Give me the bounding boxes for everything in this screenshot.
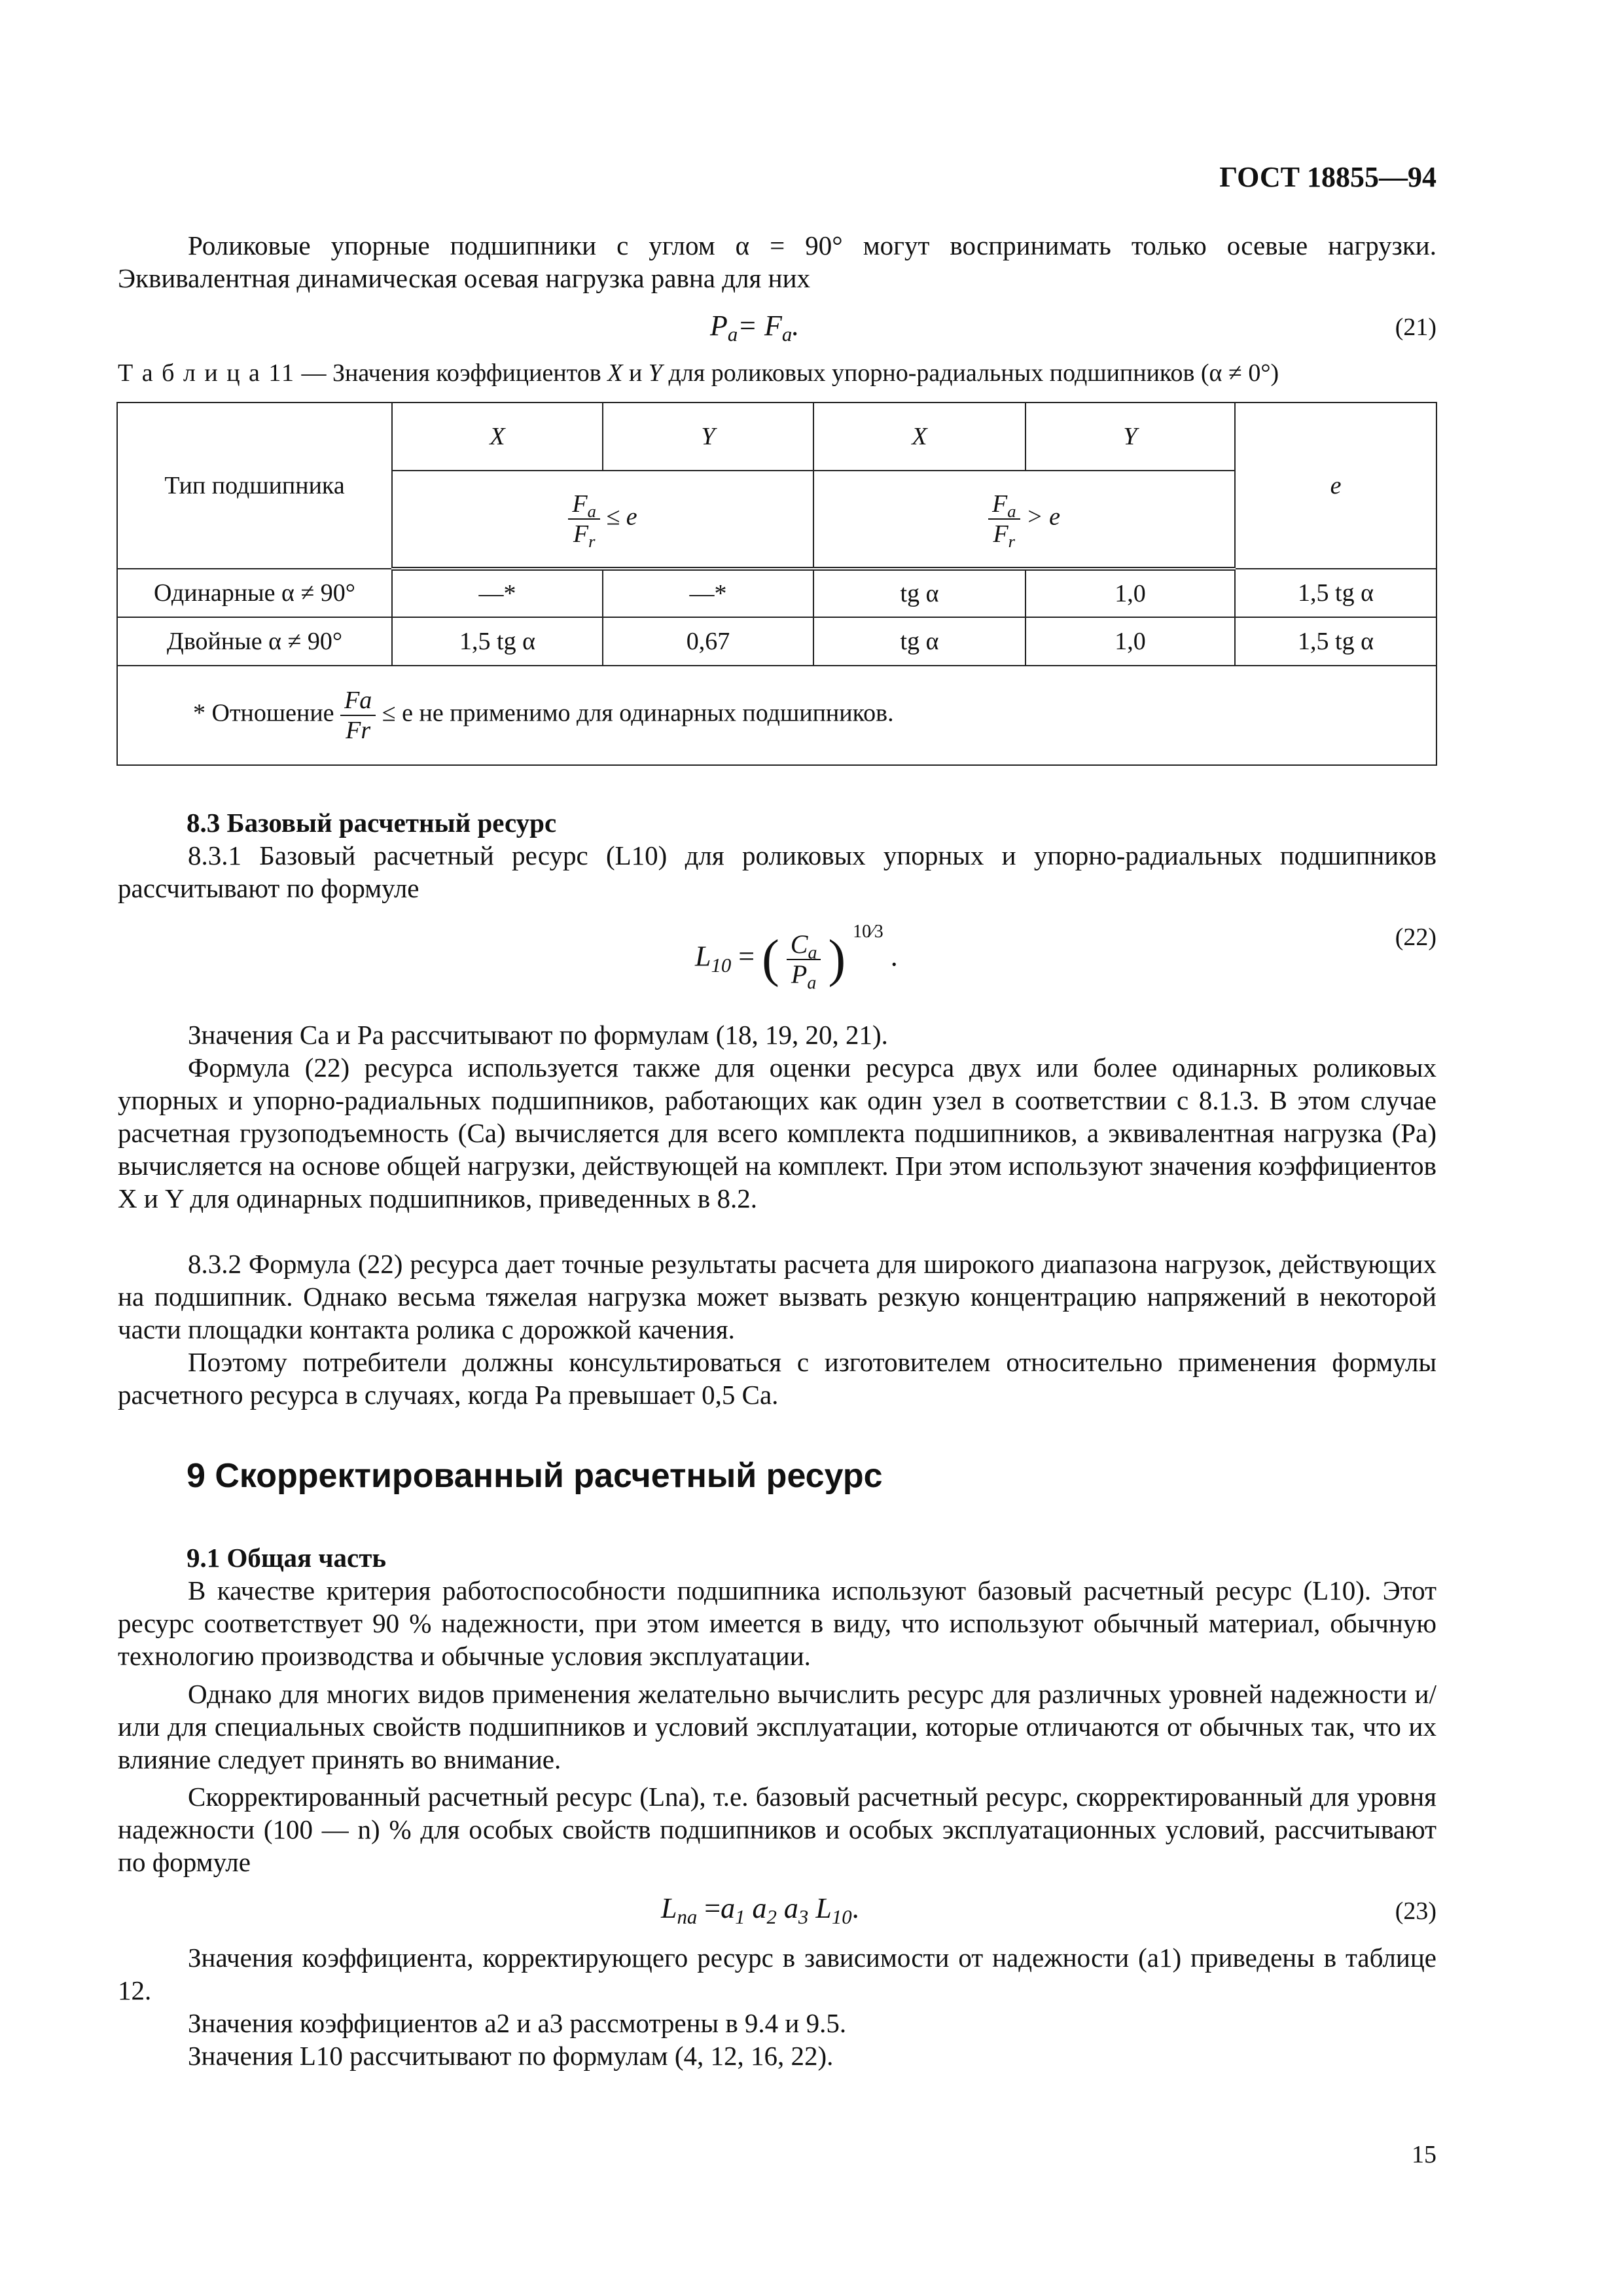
formula-22: $L_{10}$ = ( $\frac{C_a}{P_a}$ ) $^{10⁄3}$ . bbox=[695, 921, 898, 993]
row-type: Одинарные α ≠ 90° bbox=[117, 569, 392, 617]
cell-x1: 1,5 tg α bbox=[392, 617, 603, 666]
document-id: ГОСТ 18855—94 bbox=[1219, 161, 1436, 193]
cell-e: 1,5 tg α bbox=[1235, 569, 1436, 617]
section-8-3-2-paragraph: 8.3.2 Формула (22) ресурса дает точные результаты расчета для широкого диапазона нагрузок, действующих на подшипник. Однако весьма тяжелая нагрузка может вызвать резкую концентрацию напряжений в некоторой части площадки контакта ролика с дорожкой качения. bbox=[118, 1249, 1436, 1344]
formula-23-number: (23) bbox=[1395, 1897, 1436, 1925]
formula-21: $P_a= F_a$. bbox=[710, 310, 800, 346]
cell-y1: —* bbox=[603, 569, 813, 617]
header-bearing-type: Тип подшипника bbox=[117, 403, 392, 569]
row-type: Двойные α ≠ 90° bbox=[117, 617, 392, 666]
section-9-1-paragraph-6: Значения L10 рассчитывают по формулам (4, 12, 16, 22). bbox=[188, 2041, 834, 2071]
cell-x2: tg α bbox=[813, 569, 1026, 617]
cell-y2: 1,0 bbox=[1026, 569, 1235, 617]
formula-23: $L_{na} =a_1$ $a_2$ $a_3$ $L_{10}$. bbox=[661, 1892, 859, 1929]
intro-paragraph: Роликовые упорные подшипники с углом α = 90° могут воспринимать только осевые нагрузки. Эквивалентная динамическая осевая нагрузка равна для них bbox=[118, 230, 1436, 293]
table-11-caption: Т а б л и ц а 11 — Значения коэффициентов X и Y для роликовых упорно-радиальных подшипников (α ≠ 0°) bbox=[118, 359, 1279, 387]
cell-y1: 0,67 bbox=[603, 617, 813, 666]
section-9-title: 9 Скорректированный расчетный ресурс bbox=[187, 1457, 883, 1495]
table-11 bbox=[116, 402, 1437, 766]
section-9-1-paragraph-3: Скорректированный расчетный ресурс (Lna), т.е. базовый расчетный ресурс, скорректированный для уровня надежности (100 — n) % для особых свойств подшипников и особых эксплуатационных условий, рассчитывают по формуле bbox=[118, 1782, 1436, 1877]
table-row bbox=[117, 569, 1436, 617]
section-9-1-title: 9.1 Общая часть bbox=[187, 1543, 387, 1573]
section-8-3-consumers-paragraph: Поэтому потребители должны консультироваться с изготовителем относительно применения формулы расчетного ресурса в случаях, когда Pa превышает 0,5 Ca. bbox=[118, 1347, 1436, 1410]
section-9-1-paragraph-4: Значения коэффициента, корректирующего ресурс в зависимости от надежности (a1) приведены в таблице 12. bbox=[118, 1943, 1436, 2005]
section-9-1-paragraph-5: Значения коэффициентов a2 и a3 рассмотрены в 9.4 и 9.5. bbox=[188, 2008, 847, 2038]
condition-le-e: $\frac{F_a}{F_r}$ ≤ e bbox=[392, 471, 813, 569]
header-y1: Y bbox=[603, 403, 813, 471]
table-footnote: * Отношение $\frac{Fa}{Fr}$ ≤ e не применимо для одинарных подшипников. bbox=[117, 666, 1436, 765]
section-8-3-1-paragraph: 8.3.1 Базовый расчетный ресурс (L10) для роликовых упорных и упорно-радиальных подшипников рассчитывают по формуле bbox=[118, 840, 1436, 903]
table-row bbox=[117, 617, 1436, 666]
header-x2: X bbox=[813, 403, 1026, 471]
header-e: e bbox=[1235, 403, 1436, 569]
section-8-3-values-paragraph: Значения Ca и Pa рассчитывают по формулам (18, 19, 20, 21). bbox=[188, 1020, 888, 1050]
page-number: 15 bbox=[1412, 2141, 1436, 2168]
section-9-1-paragraph-1: В качестве критерия работоспособности подшипника используют базовый расчетный ресурс (L10). Этот ресурс соответствует 90 % надежности, при этом имеется в виду, что используют обычный материал, обычную технологию производства и обычные условия эксплуатации. bbox=[118, 1575, 1436, 1671]
formula-22-number: (22) bbox=[1395, 924, 1436, 951]
section-9-1-paragraph-2: Однако для многих видов применения желательно вычислить ресурс для различных уровней надежности и/или для специальных свойств подшипников и условий эксплуатации, которые отличаются от обычных так, что их влияние следует принять во внимание. bbox=[118, 1679, 1436, 1774]
cell-e: 1,5 tg α bbox=[1235, 617, 1436, 666]
cell-x1: —* bbox=[392, 569, 603, 617]
cell-y2: 1,0 bbox=[1026, 617, 1235, 666]
section-8-3-formula-use-paragraph: Формула (22) ресурса используется также для оценки ресурса двух или более одинарных роликовых упорных и упорно-радиальных подшипников, работающих как один узел в соответствии с 8.1.3. В этом случае расчетная грузоподъемность (Ca) вычисляется для всего комплекта подшипников, а эквивалентная нагрузка (Pa) вычисляется на основе общей нагрузки, действующей на комплект. При этом используют значения коэффициентов X и Y для одинарных подшипников, приведенных в 8.2. bbox=[118, 1052, 1436, 1213]
condition-gt-e: $\frac{F_a}{F_r}$ > e bbox=[813, 471, 1235, 569]
section-8-3-title: 8.3 Базовый расчетный ресурс bbox=[187, 808, 557, 838]
header-y2: Y bbox=[1026, 403, 1235, 471]
cell-x2: tg α bbox=[813, 617, 1026, 666]
header-x1: X bbox=[392, 403, 603, 471]
formula-21-number: (21) bbox=[1395, 314, 1436, 341]
